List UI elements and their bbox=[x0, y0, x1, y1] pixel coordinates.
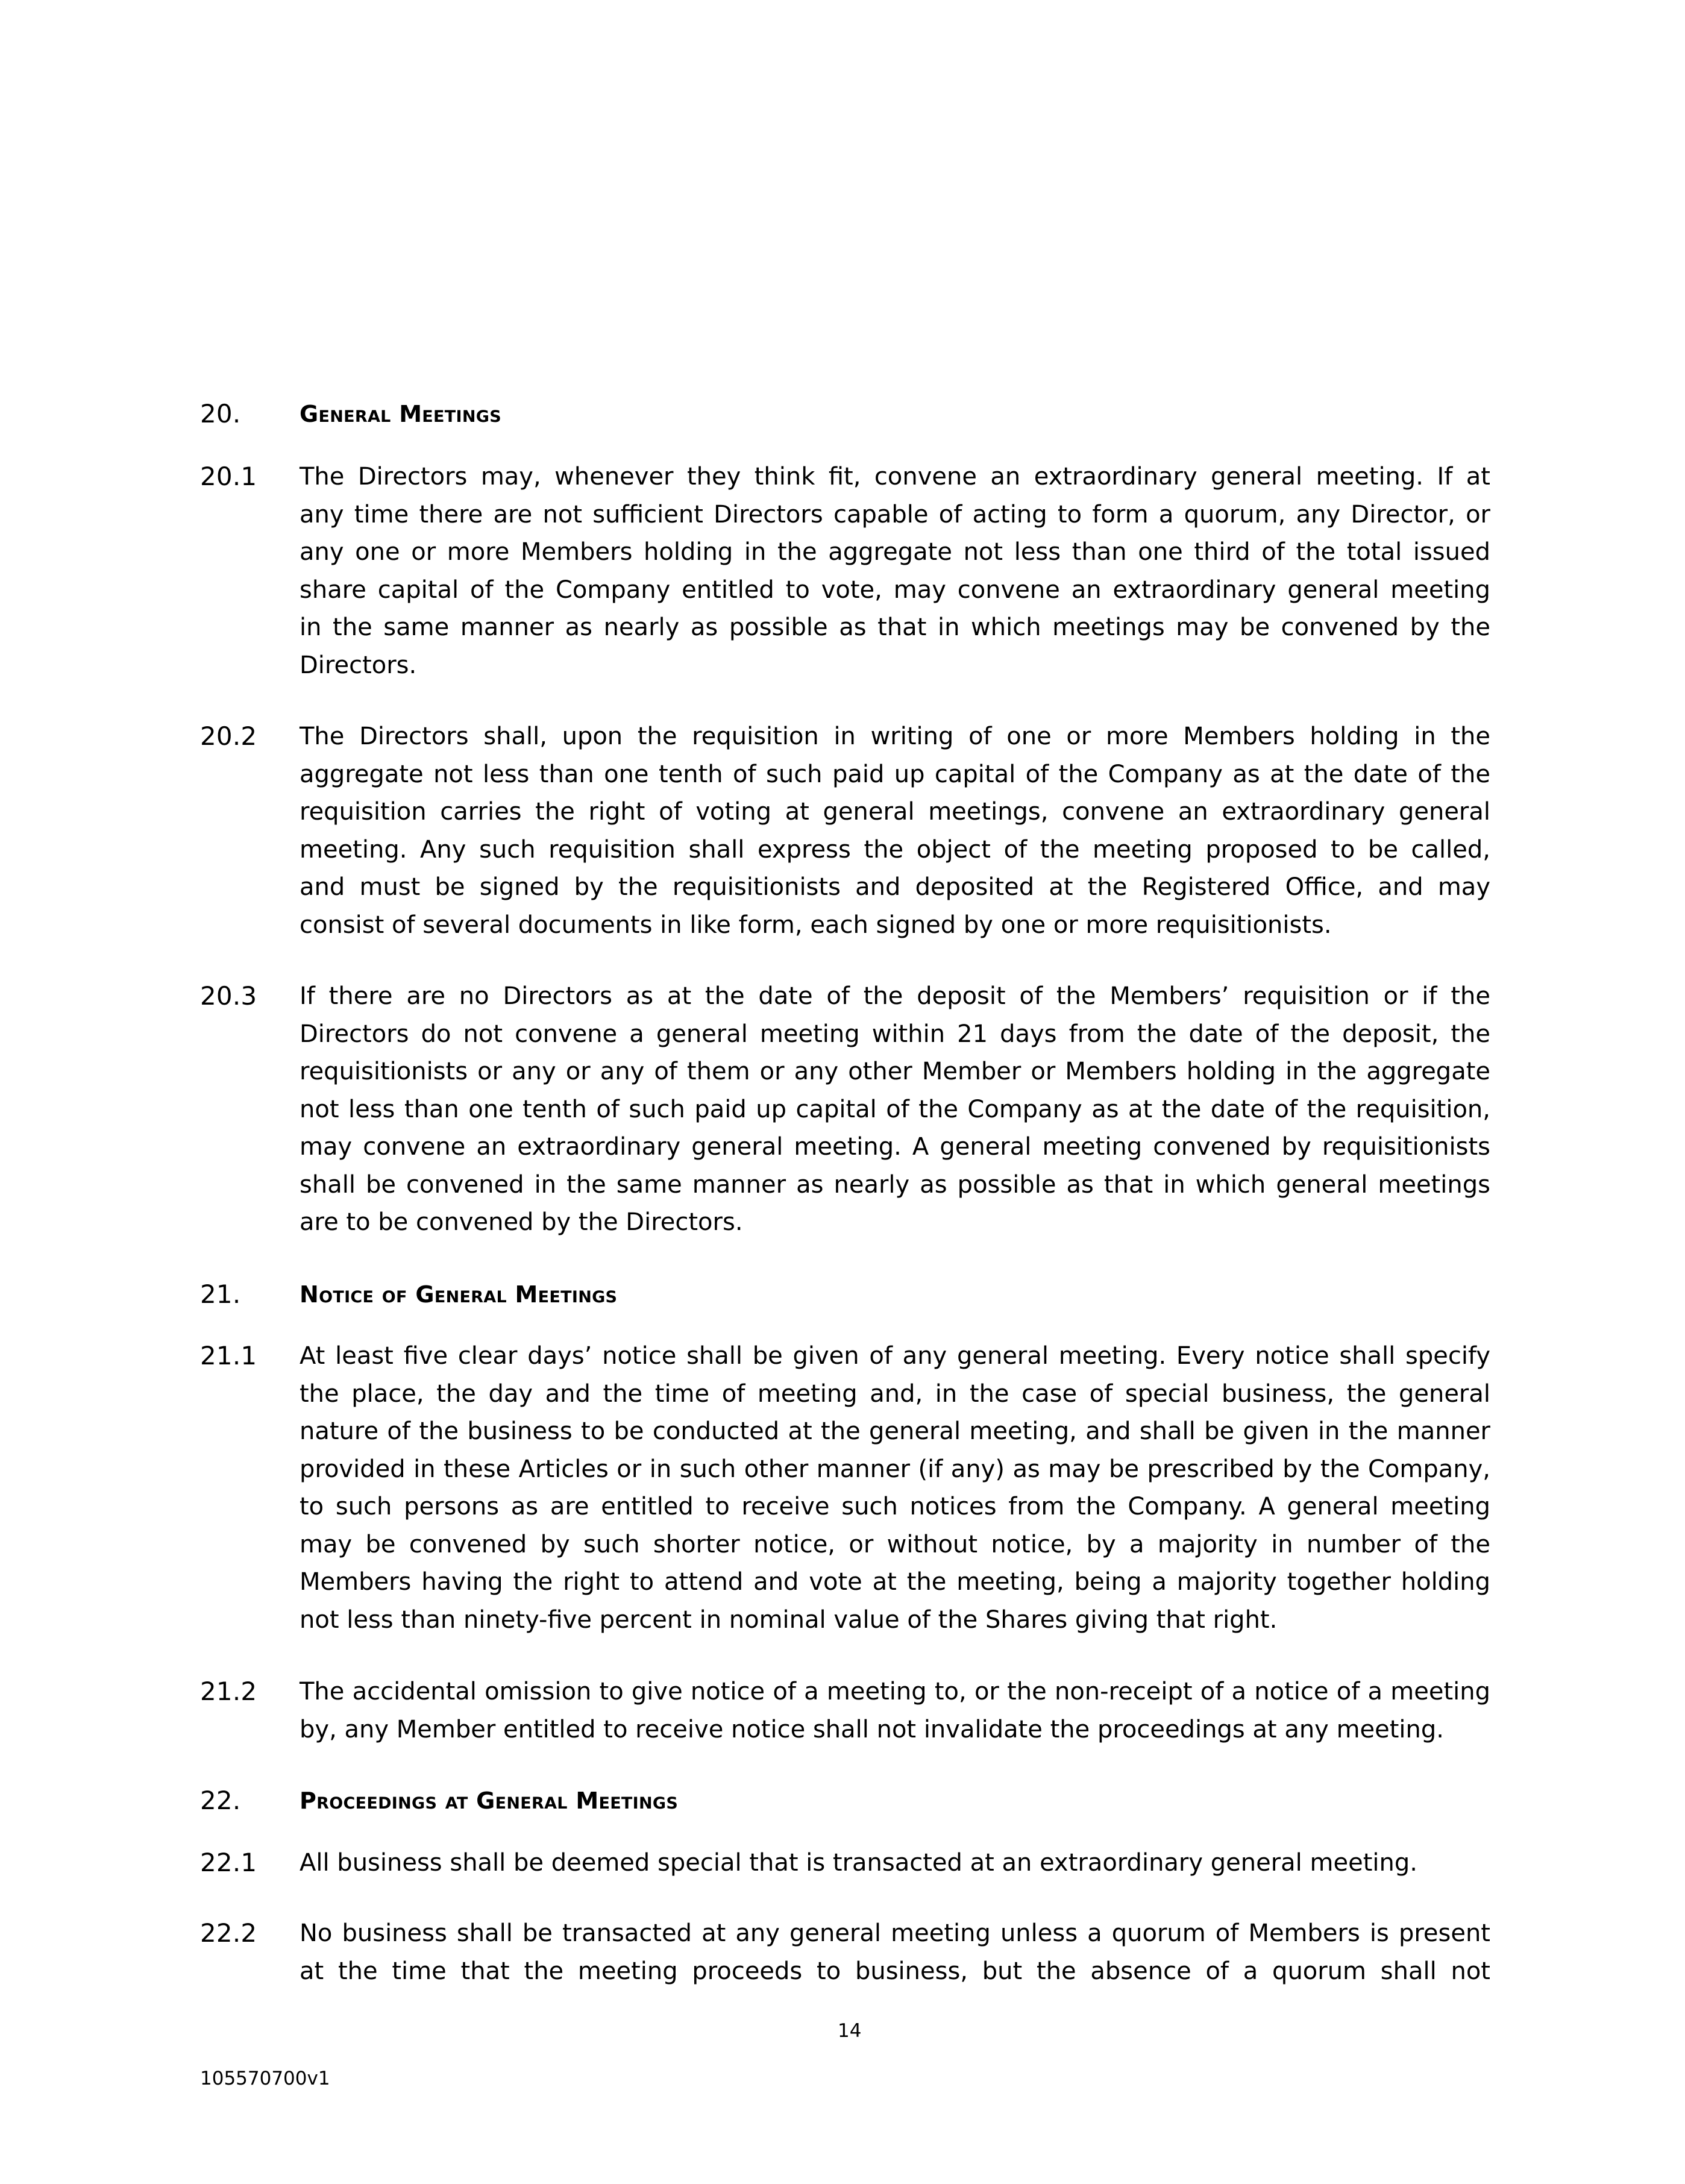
clause-number: 22.1 bbox=[200, 1848, 257, 1877]
text-line: Directors do not convene a general meeting within 21 days from the date of the deposit, the bbox=[300, 1020, 1490, 1048]
text-line: share capital of the Company entitled to vote, may convene an extraordinary general meeting bbox=[300, 576, 1490, 604]
text-line: not less than one tenth of such paid up capital of the Company as at the date of the requisition, bbox=[300, 1095, 1490, 1123]
text-line: meeting. Any such requisition shall express the object of the meeting proposed to be called, bbox=[300, 835, 1490, 864]
text-line: requisition carries the right of voting at general meetings, convene an extraordinary general bbox=[300, 798, 1490, 826]
text-line: by, any Member entitled to receive notice shall not invalidate the proceedings at any meeting. bbox=[300, 1715, 1445, 1743]
text-line: any time there are not sufficient Directors capable of acting to form a quorum, any Director, or bbox=[300, 500, 1490, 529]
text-line: requisitionists or any or any of them or any other Member or Members holding in the aggregate bbox=[300, 1058, 1490, 1085]
clause-text bbox=[300, 718, 1490, 944]
section-title: General Meetings bbox=[300, 401, 501, 427]
text-line: may be convened by such shorter notice, or without notice, by a majority in number of the bbox=[300, 1530, 1490, 1558]
text-line: The Directors shall, upon the requisition in writing of one or more Members holding in the bbox=[300, 723, 1490, 750]
text-line: provided in these Articles or in such other manner (if any) as may be prescribed by the Company, bbox=[300, 1455, 1490, 1483]
clause-text bbox=[300, 1844, 1490, 1882]
clause-number: 22.2 bbox=[200, 1918, 257, 1948]
text-line: shall be convened in the same manner as nearly as possible as that in which general meetings bbox=[300, 1170, 1490, 1199]
text-line: to such persons as are entitled to receive such notices from the Company. A general meeting bbox=[300, 1493, 1490, 1520]
clause-number: 21.1 bbox=[200, 1341, 257, 1370]
clause-text bbox=[300, 458, 1490, 684]
text-line: All business shall be deemed special that is transacted at an extraordinary general meeting. bbox=[300, 1849, 1417, 1877]
clause-number: 20.2 bbox=[200, 721, 257, 751]
clause-number: 20.3 bbox=[200, 981, 257, 1011]
clause-text bbox=[300, 1673, 1490, 1748]
text-line: Directors. bbox=[300, 651, 417, 679]
text-line: aggregate not less than one tenth of such paid up capital of the Company as at the date of the bbox=[300, 760, 1490, 788]
section-number: 22. bbox=[200, 1786, 241, 1815]
text-line: consist of several documents in like form, each signed by one or more requisitionists. bbox=[300, 911, 1332, 939]
text-line: are to be convened by the Directors. bbox=[300, 1208, 743, 1236]
text-line: not less than ninety-five percent in nominal value of the Shares giving that right. bbox=[300, 1605, 1278, 1634]
page-number: 14 bbox=[838, 2020, 862, 2042]
clause-number: 21.2 bbox=[200, 1677, 257, 1706]
text-line: If there are no Directors as at the date of the deposit of the Members’ requisition or if the bbox=[300, 982, 1490, 1010]
text-line: The accidental omission to give notice of a meeting to, or the non-receipt of a notice of a meeting bbox=[300, 1678, 1490, 1705]
clause-text bbox=[300, 1915, 1490, 1990]
text-line: The Directors may, whenever they think fit, convene an extraordinary general meeting. If at bbox=[300, 463, 1490, 491]
text-line: in the same manner as nearly as possible as that in which meetings may be convened by the bbox=[300, 613, 1490, 641]
section-number: 21. bbox=[200, 1279, 241, 1309]
clause-text bbox=[300, 1337, 1490, 1639]
section-title: Notice of General Meetings bbox=[300, 1281, 618, 1308]
text-line: Members having the right to attend and vote at the meeting, being a majority together holding bbox=[300, 1568, 1490, 1596]
clause-text bbox=[300, 977, 1490, 1241]
text-line: At least five clear days’ notice shall be given of any general meeting. Every notice shall specify bbox=[300, 1342, 1490, 1370]
text-line: at the time that the meeting proceeds to business, but the absence of a quorum shall not bbox=[300, 1957, 1490, 1985]
text-line: No business shall be transacted at any general meeting unless a quorum of Members is present bbox=[300, 1919, 1490, 1947]
text-line: any one or more Members holding in the aggregate not less than one third of the total issued bbox=[300, 538, 1490, 566]
text-line: and must be signed by the requisitionists and deposited at the Registered Office, and may bbox=[300, 873, 1490, 901]
text-line: the place, the day and the time of meeting and, in the case of special business, the general bbox=[300, 1379, 1490, 1408]
clause-number: 20.1 bbox=[200, 462, 257, 491]
text-line: may convene an extraordinary general meeting. A general meeting convened by requisitionists bbox=[300, 1133, 1490, 1161]
section-number: 20. bbox=[200, 399, 241, 428]
section-title: Proceedings at General Meetings bbox=[300, 1787, 679, 1814]
text-line: nature of the business to be conducted at the general meeting, and shall be given in the manner bbox=[300, 1417, 1490, 1445]
document-reference: 105570700v1 bbox=[200, 2068, 330, 2089]
